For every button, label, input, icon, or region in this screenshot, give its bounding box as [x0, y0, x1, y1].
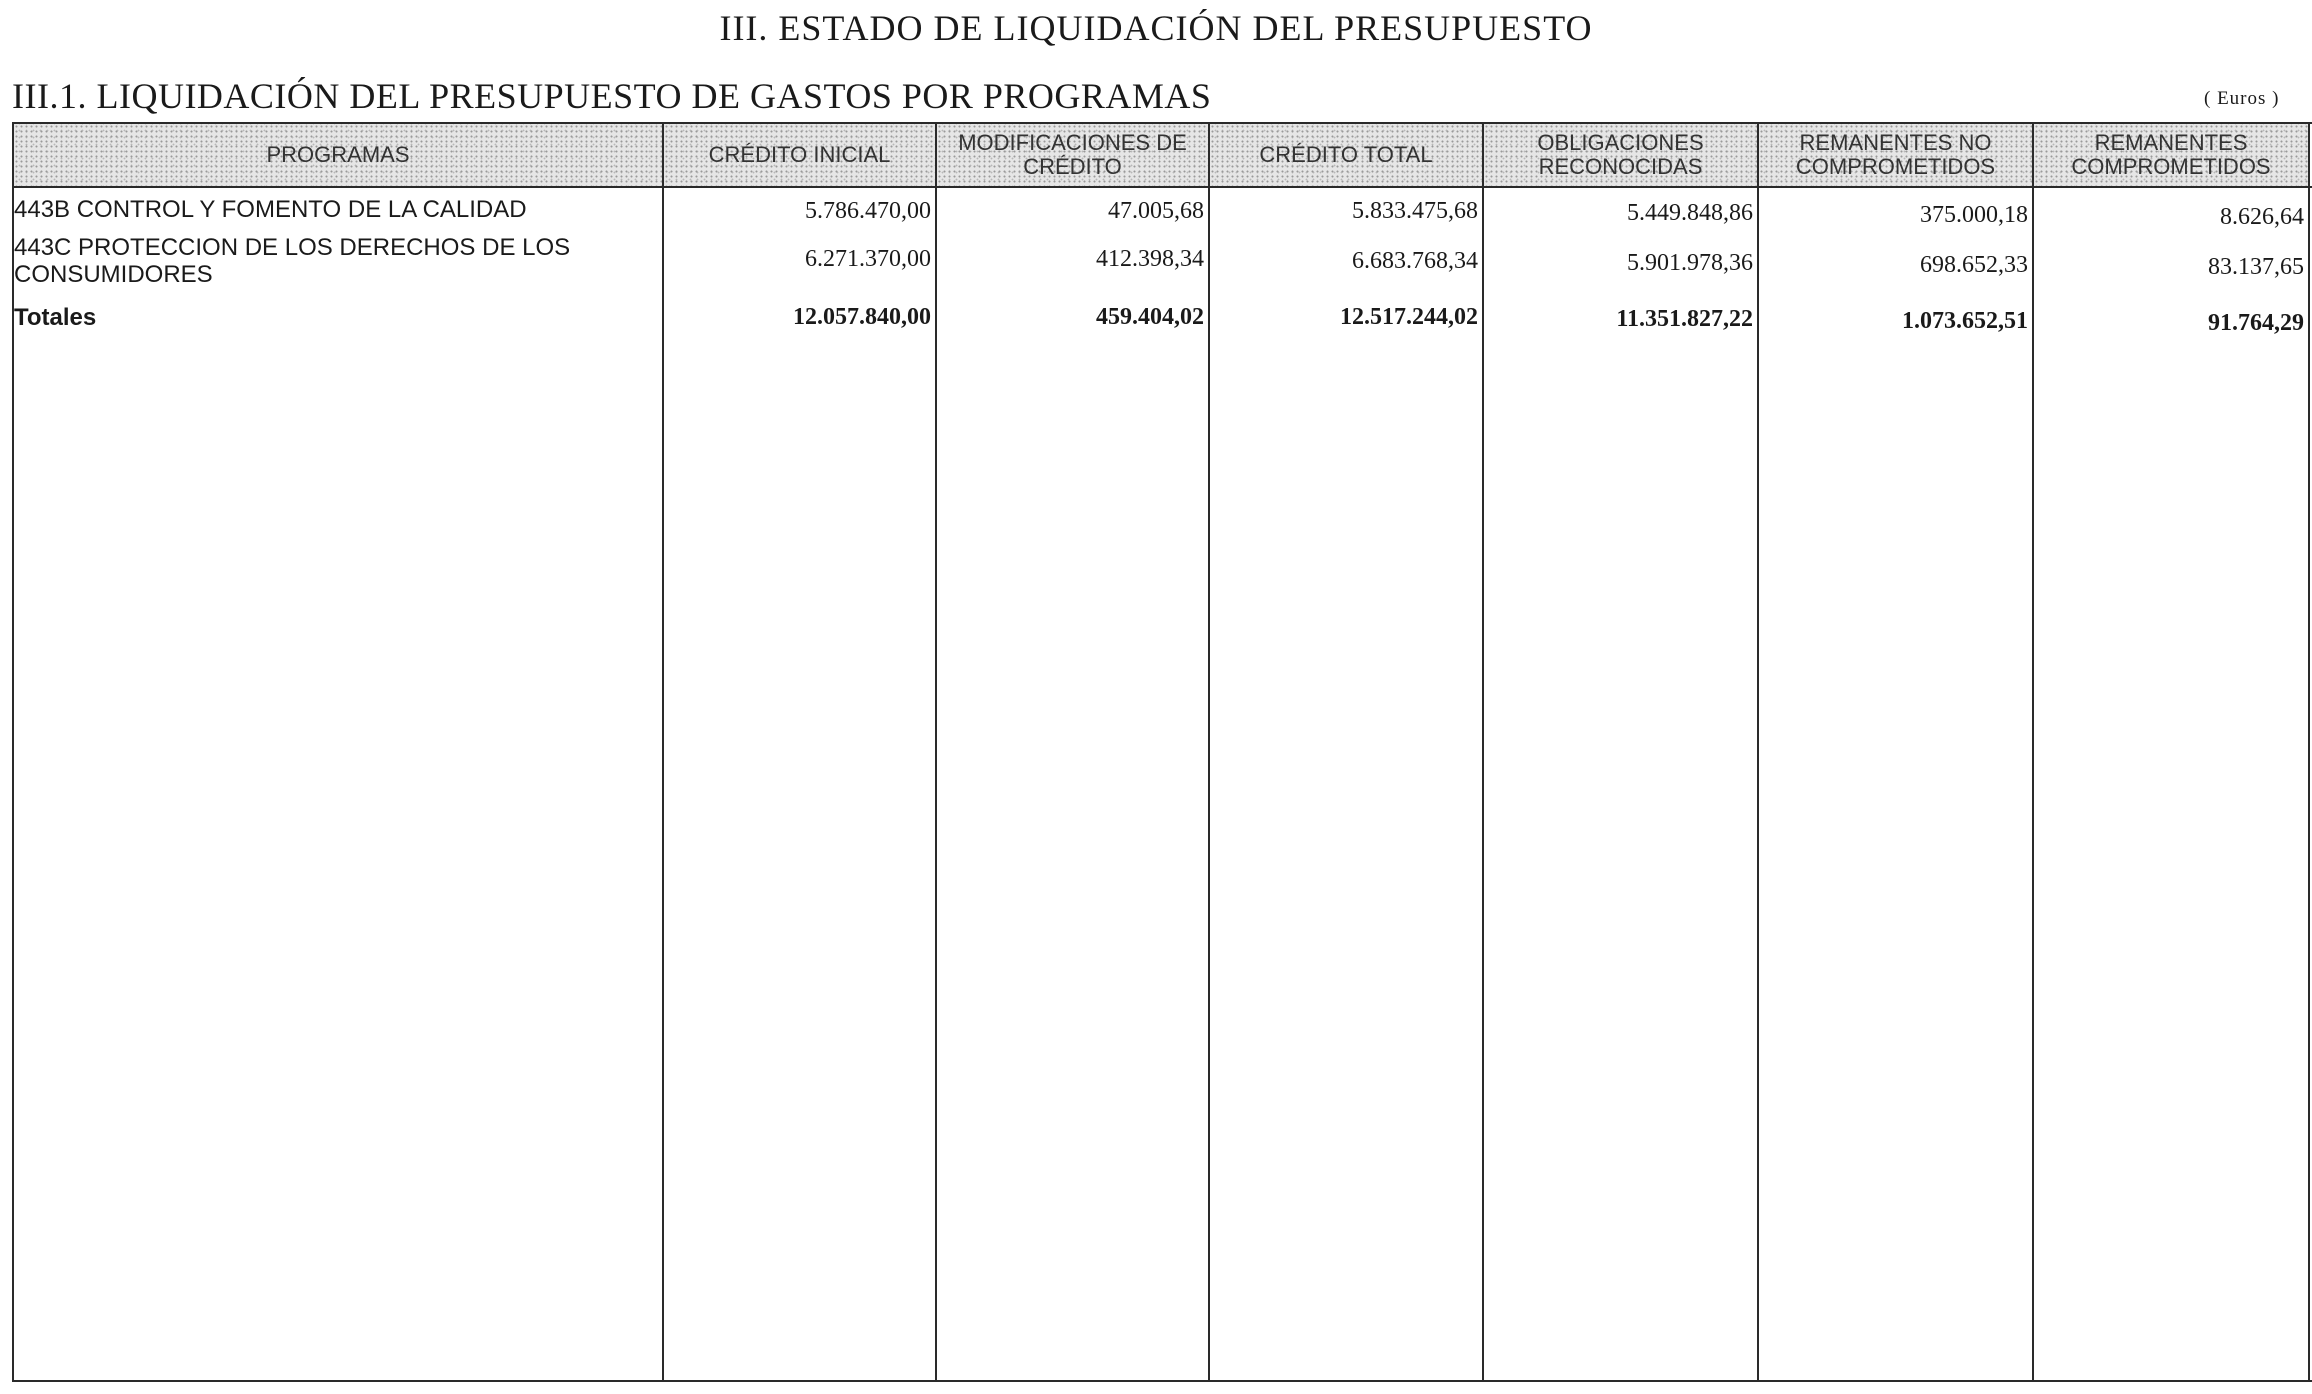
- obligaciones-cell: 5.901.978,36: [1627, 250, 1753, 276]
- table-row: [12, 196, 2312, 232]
- header-credito-inicial: CRÉDITO INICIAL: [664, 124, 935, 186]
- programa-cell: 443B CONTROL Y FOMENTO DE LA CALIDAD: [14, 196, 527, 223]
- header-bottom-border: [12, 186, 2312, 188]
- remanentes-no-comprometidos-cell: 698.652,33: [1920, 252, 2028, 278]
- total-remanentes-no-comprometidos: 1.073.652,51: [1902, 308, 2028, 334]
- table-bottom-border: [12, 1380, 2312, 1382]
- obligaciones-cell: 5.449.848,86: [1627, 200, 1753, 226]
- total-credito-total: 12.517.244,02: [1340, 304, 1478, 330]
- credito-inicial-cell: 5.786.470,00: [805, 198, 931, 224]
- remanentes-comprometidos-cell: 83.137,65: [2208, 254, 2304, 280]
- header-modificaciones-credito: MODIFICACIONES DE CRÉDITO: [937, 124, 1208, 186]
- page-title: III. ESTADO DE LIQUIDACIÓN DEL PRESUPUESTO: [719, 8, 1593, 48]
- total-remanentes-comprometidos: 91.764,29: [2208, 310, 2304, 336]
- totals-label: Totales: [14, 304, 97, 331]
- budget-table: [12, 122, 2312, 1382]
- total-obligaciones: 11.351.827,22: [1616, 306, 1753, 332]
- remanentes-comprometidos-cell: 8.626,64: [2220, 204, 2304, 230]
- credito-inicial-cell: 6.271.370,00: [805, 246, 931, 272]
- header-remanentes-no-comprometidos: REMANENTES NO COMPROMETIDOS: [1759, 124, 2032, 186]
- totals-row: [12, 304, 2312, 344]
- header-obligaciones-reconocidas: OBLIGACIONES RECONOCIDAS: [1484, 124, 1757, 186]
- programa-cell: 443C PROTECCION DE LOS DERECHOS DE LOS CONSUMIDORES: [14, 234, 571, 288]
- total-modificaciones: 459.404,02: [1096, 304, 1204, 330]
- modificaciones-cell: 47.005,68: [1108, 198, 1204, 224]
- total-credito-inicial: 12.057.840,00: [793, 304, 931, 330]
- currency-units: ( Euros ): [2204, 88, 2280, 109]
- section-title: III.1. LIQUIDACIÓN DEL PRESUPUESTO DE GASTOS POR PROGRAMAS: [12, 76, 1212, 116]
- remanentes-no-comprometidos-cell: 375.000,18: [1920, 202, 2028, 228]
- table-row: [12, 234, 2312, 290]
- header-remanentes-comprometidos: REMANENTES COMPROMETIDOS: [2034, 124, 2308, 186]
- header-credito-total: CRÉDITO TOTAL: [1210, 124, 1482, 186]
- credito-total-cell: 6.683.768,34: [1352, 248, 1478, 274]
- modificaciones-cell: 412.398,34: [1096, 246, 1204, 272]
- credito-total-cell: 5.833.475,68: [1352, 198, 1478, 224]
- header-programas: PROGRAMAS: [14, 124, 662, 186]
